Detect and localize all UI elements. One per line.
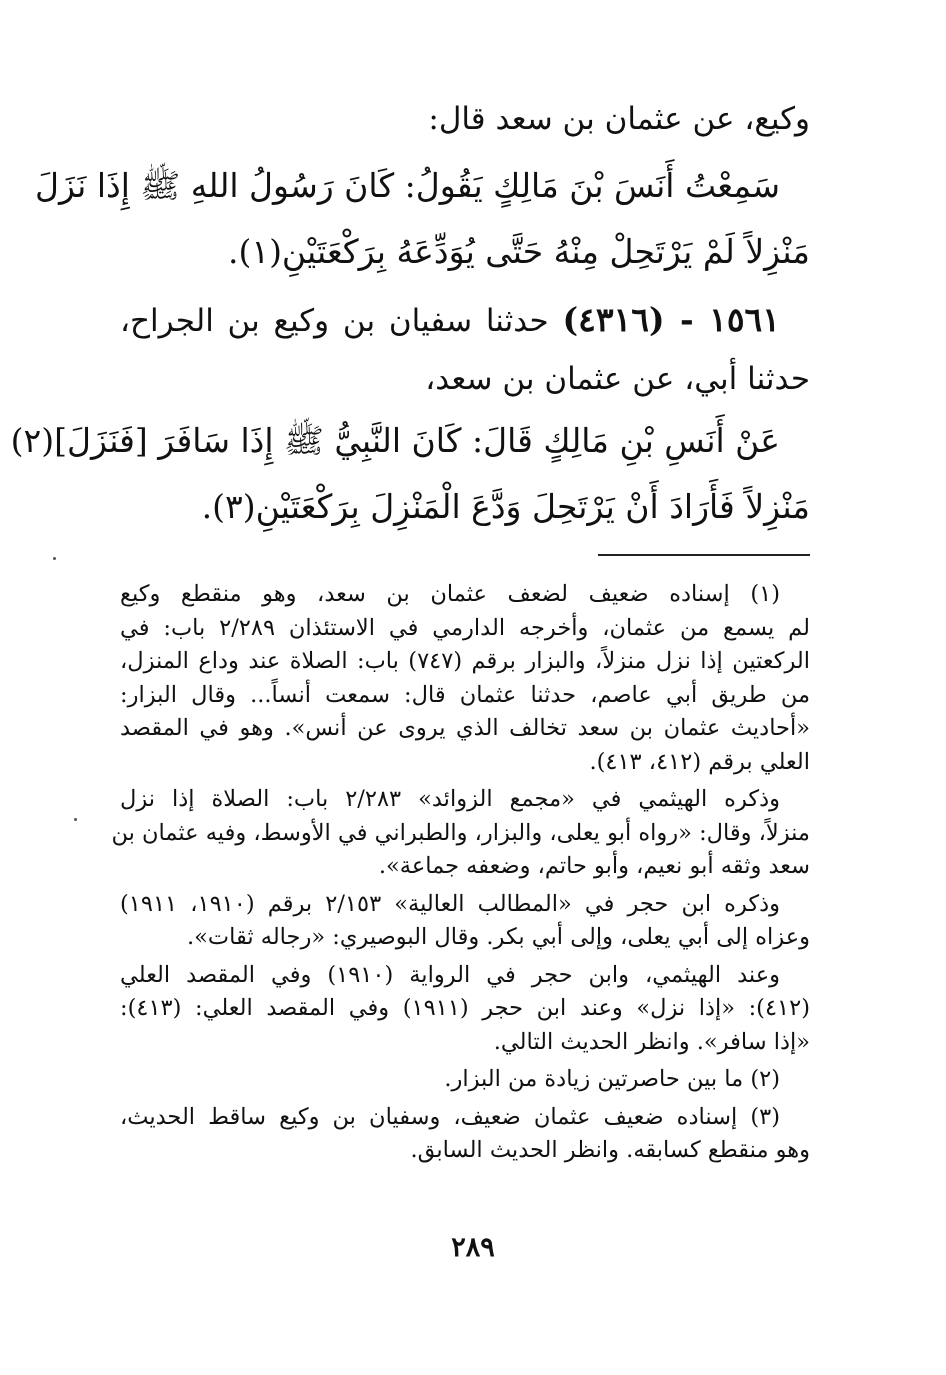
footnote-line: لم يسمع من عثمان، وأخرجه الدارمي في الاستئذان ٢/٢٨٩ باب: في (120, 614, 810, 641)
footnote-separator (598, 554, 810, 556)
footnote-line: «أحاديث عثمان بن سعد تخالف الذي يروى عن أنس». وهو في المقصد (120, 715, 810, 741)
page-number: ٢٨٩ (451, 1232, 495, 1263)
footnote-line: وهو منقطع كسابقه. وانظر الحديث السابق. (410, 1137, 810, 1163)
intro-line: وكيع، عن عثمان بن سعد قال: (428, 101, 810, 137)
footnotes (111, 578, 810, 1168)
intro-text (120, 95, 810, 143)
footnote-line: منزلاً، وقال: «رواه أبو يعلى، والبزار، والطبراني في الأوسط، وفيه عثمان بن (111, 819, 810, 846)
hadith-entry (120, 291, 810, 408)
book-page (10, 95, 810, 1172)
footnote-block (120, 1063, 810, 1097)
entry-line-2: حدثنا أبي، عن عثمان بن سعد، (425, 361, 810, 397)
footnote-line: العلي برقم (٤١٢، ٤١٣). (589, 748, 810, 775)
footnote-block (120, 578, 810, 779)
footnote-line: سعد وثقه أبو نعيم، وأبو حاتم، وضعفه جماعة». (378, 853, 810, 879)
footnote-block (120, 1101, 810, 1168)
hadith-1-line-2: مَنْزِلاً لَمْ يَرْتَحِلْ مِنْهُ حَتَّى يُوَدِّعَهُ بِرَكْعَتَيْنِ(١). (227, 232, 810, 271)
footnote-line: (٤١٢): «إذا نزل» وعند ابن حجر (١٩١١) وفي المقصد العلي: (٤١٣): (120, 995, 810, 1021)
footnote-line: الركعتين إذا نزل منزلاً، والبزار برقم (٧٤٧) باب: الصلاة عند وداع المنزل، (120, 648, 810, 674)
hadith-2-line-1: عَنْ أَنَسِ بْنِ مَالِكٍ قَالَ: كَانَ النَّبِيُّ ﷺ إِذَا سَافَرَ [فَنَزَلَ](٢) (10, 421, 780, 460)
hadith-text-2 (10, 408, 810, 540)
footnote-line: (١) إسناده ضعيف لضعف عثمان بن سعد، وهو منقطع وكيع (120, 581, 780, 607)
footnote-line: وذكره الهيثمي في «مجمع الزوائد» ٢/٢٨٣ باب: الصلاة إذا نزل (120, 786, 780, 812)
footnote-line: وعزاه إلى أبي يعلى، وإلى أبي بكر. وقال البوصيري: «رجاله ثقات». (187, 924, 810, 950)
footnote-block (120, 959, 810, 1060)
scan-speck (53, 557, 56, 560)
footnote-line: (٢) ما بين حاصرتين زيادة من البزار. (444, 1066, 780, 1092)
hadith-1-line-1: سَمِعْتُ أَنَسَ بْنَ مَالِكٍ يَقُولُ: كَانَ رَسُولُ اللهِ ﷺ إِذَا نَزَلَ (34, 166, 780, 205)
footnote-line: (٣) إسناده ضعيف عثمان ضعيف، وسفيان بن وكيع ساقط الحديث، (120, 1103, 780, 1130)
scan-speck (74, 818, 77, 821)
footnote-line: وعند الهيثمي، وابن حجر في الرواية (١٩١٠) وفي المقصد العلي (120, 961, 780, 988)
footnote-line: من طريق أبي عاصم، حدثنا عثمان قال: سمعت أنساً... وقال البزار: (120, 681, 810, 708)
footnote-line: «إذا سافر». وانظر الحديث التالي. (493, 1028, 810, 1055)
entry-chain-start: حدثنا سفيان بن وكيع بن الجراح، (120, 303, 549, 339)
entry-number: ١٥٦١ - (٤٣١٦) (562, 300, 780, 339)
footnote-block (111, 783, 810, 884)
footnote-line: وذكره ابن حجر في «المطالب العالية» ٢/١٥٣ برقم (١٩١٠، ١٩١١) (120, 890, 780, 917)
hadith-text-1 (34, 153, 810, 285)
hadith-2-line-2: مَنْزِلاً فَأَرَادَ أَنْ يَرْتَحِلَ وَدَّعَ الْمَنْزِلَ بِرَكْعَتَيْنِ(٣). (201, 487, 810, 526)
footnote-block (120, 888, 810, 955)
entry-line-1 (120, 291, 810, 350)
